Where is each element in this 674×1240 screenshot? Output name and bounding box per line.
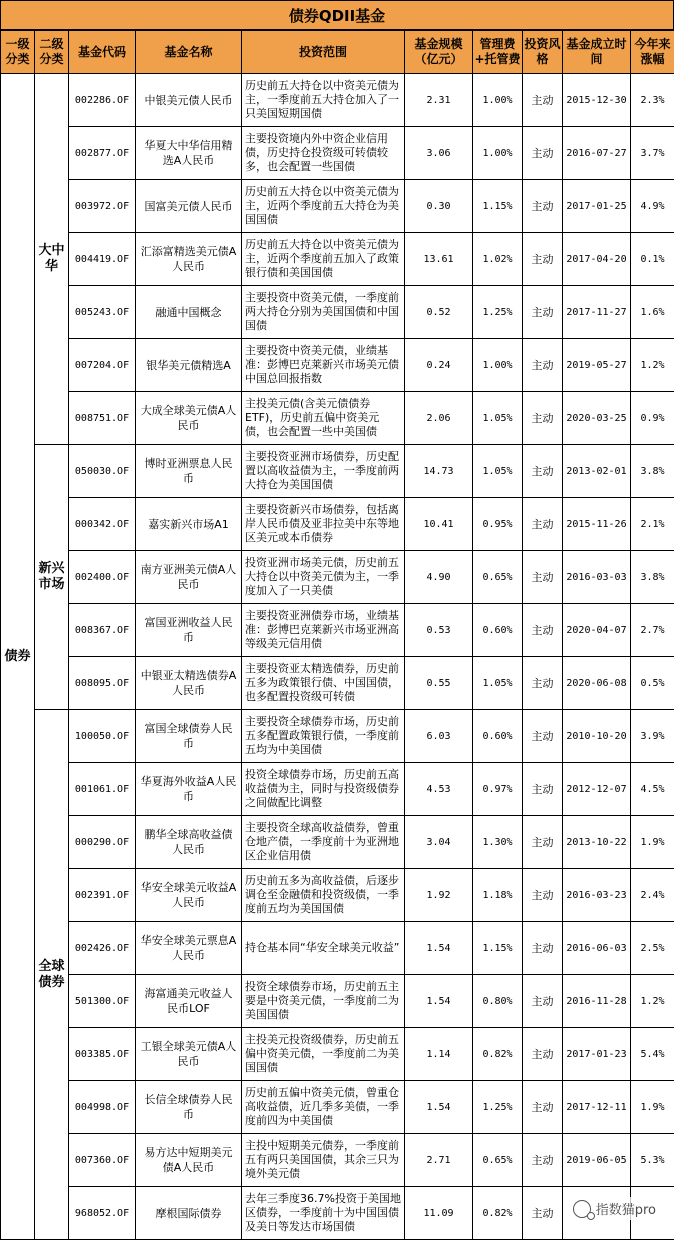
cell-name: 南方亚洲美元债A人民币 bbox=[136, 551, 242, 604]
cell-scope: 主要投资亚洲债券市场，业绩基准：彭博巴克莱新兴市场亚洲高等级美元信用债 bbox=[242, 604, 405, 657]
cell-code: 008367.OF bbox=[69, 604, 136, 657]
cell-style: 主动 bbox=[523, 127, 563, 180]
cell-size: 1.14 bbox=[405, 1028, 473, 1081]
cell-scope: 主投中短期美元债券，一季度前五有两只美国国债，其余三只为境外美元债 bbox=[242, 1134, 405, 1187]
table-row bbox=[1, 710, 674, 763]
cell-name: 嘉实新兴市场A1 bbox=[136, 498, 242, 551]
cell-ret: 3.9% bbox=[631, 710, 674, 763]
table-row bbox=[1, 975, 674, 1028]
cell-scope: 去年三季度36.7%投资于美国地区债券，一季度前十为中国国债及美日等发达市场国债 bbox=[242, 1187, 405, 1240]
cell-ret: 5.3% bbox=[631, 1134, 674, 1187]
table-row bbox=[1, 922, 674, 975]
table-row bbox=[1, 1134, 674, 1187]
cell-name: 汇添富精选美元债A人民币 bbox=[136, 233, 242, 286]
header-cell: 基金规模（亿元） bbox=[405, 31, 473, 74]
cell-ret: 3.8% bbox=[631, 445, 674, 498]
cell-size: 3.04 bbox=[405, 816, 473, 869]
cell-fee: 1.02% bbox=[473, 233, 523, 286]
cell-date: 2017-11-27 bbox=[563, 286, 631, 339]
table-row bbox=[1, 127, 674, 180]
cell-size: 1.54 bbox=[405, 922, 473, 975]
cell-fee: 1.30% bbox=[473, 816, 523, 869]
cell-ret: 1.6% bbox=[631, 286, 674, 339]
cell-scope: 投资全球债券市场，历史前五高收益债为主，同时与投资级债券之间做配比调整 bbox=[242, 763, 405, 816]
cell-code: 100050.OF bbox=[69, 710, 136, 763]
cell-ret: 3.8% bbox=[631, 551, 674, 604]
cell-code: 004998.OF bbox=[69, 1081, 136, 1134]
cell-ret: 3.7% bbox=[631, 127, 674, 180]
cell-ret: 2.5% bbox=[631, 922, 674, 975]
cell-ret: 2.3% bbox=[631, 74, 674, 127]
cell-scope: 主要投资中资美元债，业绩基准：彭博巴克莱新兴市场美元债中国总回报指数 bbox=[242, 339, 405, 392]
table-row bbox=[1, 1028, 674, 1081]
cell-scope: 主要投资亚太精选债券，历史前五多为政策银行债、中国国债，也多配置投资级可转债 bbox=[242, 657, 405, 710]
table-row bbox=[1, 604, 674, 657]
cell-ret: 0.1% bbox=[631, 233, 674, 286]
cell-date: 2020-04-07 bbox=[563, 604, 631, 657]
cell-size: 13.61 bbox=[405, 233, 473, 286]
header-cell: 投资范围 bbox=[242, 31, 405, 74]
cell-code: 968052.OF bbox=[69, 1187, 136, 1240]
cell-name: 国富美元债人民币 bbox=[136, 180, 242, 233]
cell-code: 004419.OF bbox=[69, 233, 136, 286]
cell-style: 主动 bbox=[523, 286, 563, 339]
cell-date: 2016-07-27 bbox=[563, 127, 631, 180]
cell-fee: 1.05% bbox=[473, 445, 523, 498]
cell-name: 中银美元债人民币 bbox=[136, 74, 242, 127]
cell-style: 主动 bbox=[523, 180, 563, 233]
cell-ret: 0.9% bbox=[631, 392, 674, 445]
cell-date: 2015-11-26 bbox=[563, 498, 631, 551]
cell-code: 007204.OF bbox=[69, 339, 136, 392]
cell-fee: 0.82% bbox=[473, 1028, 523, 1081]
cell-code: 002877.OF bbox=[69, 127, 136, 180]
header-cell: 一级分类 bbox=[1, 31, 35, 74]
header-cell: 投资风格 bbox=[523, 31, 563, 74]
cell-code: 005243.OF bbox=[69, 286, 136, 339]
cell-ret: 0.5% bbox=[631, 657, 674, 710]
cell-date: 2016-03-03 bbox=[563, 551, 631, 604]
cell-name: 海富通美元收益人民币LOF bbox=[136, 975, 242, 1028]
cell-style: 主动 bbox=[523, 869, 563, 922]
table-body bbox=[1, 74, 674, 1240]
cell-style: 主动 bbox=[523, 233, 563, 286]
cell-date: 2016-11-28 bbox=[563, 975, 631, 1028]
watermark bbox=[569, 1197, 660, 1220]
category-level2: 大中华 bbox=[35, 74, 69, 445]
cell-style: 主动 bbox=[523, 1134, 563, 1187]
cell-ret: 4.9% bbox=[631, 180, 674, 233]
cell-size: 1.92 bbox=[405, 869, 473, 922]
cell-date: 2017-01-23 bbox=[563, 1028, 631, 1081]
cell-style: 主动 bbox=[523, 551, 563, 604]
category-level1: 债券 bbox=[1, 74, 35, 1240]
cell-ret: 4.5% bbox=[631, 763, 674, 816]
cell-name: 富国全球债券人民币 bbox=[136, 710, 242, 763]
cell-name: 长信全球债券人民币 bbox=[136, 1081, 242, 1134]
watermark-text: 指数猫pro bbox=[596, 1199, 656, 1218]
table-row bbox=[1, 339, 674, 392]
cell-fee: 1.25% bbox=[473, 286, 523, 339]
table-row bbox=[1, 286, 674, 339]
cell-size: 0.53 bbox=[405, 604, 473, 657]
cell-ret: 1.2% bbox=[631, 339, 674, 392]
cell-name: 华安全球美元票息A人民币 bbox=[136, 922, 242, 975]
cell-scope: 主要投资新兴市场债券，包括离岸人民币债及亚非拉美中东等地区美元或本币债券 bbox=[242, 498, 405, 551]
cell-size: 2.71 bbox=[405, 1134, 473, 1187]
table-row bbox=[1, 551, 674, 604]
cell-date: 2017-01-25 bbox=[563, 180, 631, 233]
cell-code: 002400.OF bbox=[69, 551, 136, 604]
cell-fee: 1.00% bbox=[473, 339, 523, 392]
cell-style: 主动 bbox=[523, 922, 563, 975]
cell-code: 002426.OF bbox=[69, 922, 136, 975]
cell-fee: 0.65% bbox=[473, 1134, 523, 1187]
cell-ret: 1.9% bbox=[631, 816, 674, 869]
cell-fee: 0.80% bbox=[473, 975, 523, 1028]
cell-name: 融通中国概念 bbox=[136, 286, 242, 339]
category-level2: 新兴市场 bbox=[35, 445, 69, 710]
cell-fee: 0.65% bbox=[473, 551, 523, 604]
cell-code: 002391.OF bbox=[69, 869, 136, 922]
cell-code: 000342.OF bbox=[69, 498, 136, 551]
cell-style: 主动 bbox=[523, 1187, 563, 1240]
cell-code: 008751.OF bbox=[69, 392, 136, 445]
cell-date: 2013-02-01 bbox=[563, 445, 631, 498]
cell-fee: 1.00% bbox=[473, 127, 523, 180]
cell-date: 2019-06-05 bbox=[563, 1134, 631, 1187]
cell-ret: 2.4% bbox=[631, 869, 674, 922]
cell-code: 001061.OF bbox=[69, 763, 136, 816]
cell-fee: 1.05% bbox=[473, 657, 523, 710]
cell-size: 14.73 bbox=[405, 445, 473, 498]
cell-name: 银华美元债精选A bbox=[136, 339, 242, 392]
cell-size: 2.31 bbox=[405, 74, 473, 127]
cell-fee: 0.60% bbox=[473, 604, 523, 657]
cell-date: 2013-10-22 bbox=[563, 816, 631, 869]
cell-scope: 持仓基本同“华安全球美元收益” bbox=[242, 922, 405, 975]
table-row bbox=[1, 816, 674, 869]
cell-style: 主动 bbox=[523, 975, 563, 1028]
cell-fee: 0.82% bbox=[473, 1187, 523, 1240]
cell-size: 1.54 bbox=[405, 1081, 473, 1134]
table-row bbox=[1, 498, 674, 551]
table-row bbox=[1, 763, 674, 816]
table-row bbox=[1, 445, 674, 498]
cell-scope: 主要投资亚洲市场债券，历史配置以高收益债为主，一季度前两大持仓为美国国债 bbox=[242, 445, 405, 498]
table-row bbox=[1, 392, 674, 445]
cell-date: 2017-04-20 bbox=[563, 233, 631, 286]
category-level2: 全球债券 bbox=[35, 710, 69, 1240]
cell-code: 050030.OF bbox=[69, 445, 136, 498]
cell-date: 2010-10-20 bbox=[563, 710, 631, 763]
cell-fee: 1.00% bbox=[473, 74, 523, 127]
cell-fee: 1.15% bbox=[473, 180, 523, 233]
cell-scope: 主要投资境内外中资企业信用债，历史持仓投资级可转债较多，也会配置一些国债 bbox=[242, 127, 405, 180]
cell-code: 008095.OF bbox=[69, 657, 136, 710]
cell-scope: 历史前五大持仓以中资美元债为主，近两个季度前五大持仓为美国国债 bbox=[242, 180, 405, 233]
cell-date: 2020-03-25 bbox=[563, 392, 631, 445]
cell-fee: 0.95% bbox=[473, 498, 523, 551]
cell-style: 主动 bbox=[523, 657, 563, 710]
cell-fee: 1.15% bbox=[473, 922, 523, 975]
cell-date: 2017-12-11 bbox=[563, 1081, 631, 1134]
cell-name: 华夏大中华信用精选A人民币 bbox=[136, 127, 242, 180]
header-row bbox=[1, 31, 674, 74]
cell-scope: 投资亚洲市场美元债，历史前五大持仓以中资美元债为主，一季度加入了一只美债 bbox=[242, 551, 405, 604]
cell-ret: 1.2% bbox=[631, 975, 674, 1028]
cell-scope: 主投美元债(含美元债债券ETF)，历史前五偏中资美元债，也会配置一些中美国债 bbox=[242, 392, 405, 445]
cell-ret: 2.7% bbox=[631, 604, 674, 657]
header-cell: 基金名称 bbox=[136, 31, 242, 74]
cell-name: 大成全球美元债A人民币 bbox=[136, 392, 242, 445]
cell-date: 2016-03-23 bbox=[563, 869, 631, 922]
cell-scope: 主要投资全球债券市场，历史前五多配置政策银行债，一季度前五均为中美国债 bbox=[242, 710, 405, 763]
cell-code: 003972.OF bbox=[69, 180, 136, 233]
cell-style: 主动 bbox=[523, 392, 563, 445]
cell-scope: 历史前五大持仓以中资美元债为主，近两个季度前五加入了政策银行债和美国国债 bbox=[242, 233, 405, 286]
cell-date: 2019-05-27 bbox=[563, 339, 631, 392]
cell-size: 1.54 bbox=[405, 975, 473, 1028]
cell-scope: 主要投资中资美元债，一季度前两大持仓分别为美国国债和中国国债 bbox=[242, 286, 405, 339]
cell-scope: 主要投资全球高收益债券，曾重仓地产债，一季度前十为亚洲地区企业信用债 bbox=[242, 816, 405, 869]
table-title: 债券QDII基金 bbox=[0, 0, 674, 30]
header-cell: 管理费+托管费 bbox=[473, 31, 523, 74]
cell-size: 3.06 bbox=[405, 127, 473, 180]
cell-code: 000290.OF bbox=[69, 816, 136, 869]
cell-name: 易方达中短期美元债A人民币 bbox=[136, 1134, 242, 1187]
header-cell: 基金成立时间 bbox=[563, 31, 631, 74]
cell-name: 摩根国际债券 bbox=[136, 1187, 242, 1240]
cell-name: 华夏海外收益A人民币 bbox=[136, 763, 242, 816]
cell-size: 11.09 bbox=[405, 1187, 473, 1240]
cell-fee: 0.60% bbox=[473, 710, 523, 763]
cell-code: 007360.OF bbox=[69, 1134, 136, 1187]
table-row bbox=[1, 657, 674, 710]
cell-date: 2020-06-08 bbox=[563, 657, 631, 710]
header-cell: 基金代码 bbox=[69, 31, 136, 74]
table-row bbox=[1, 869, 674, 922]
table-row bbox=[1, 1081, 674, 1134]
cell-scope: 主投美元投资级债券，历史前五偏中资美元债，一季度前二为美国国债 bbox=[242, 1028, 405, 1081]
header-cell: 二级分类 bbox=[35, 31, 69, 74]
table-row bbox=[1, 180, 674, 233]
cell-style: 主动 bbox=[523, 710, 563, 763]
cell-style: 主动 bbox=[523, 604, 563, 657]
cell-fee: 1.18% bbox=[473, 869, 523, 922]
cell-scope: 历史前五大持仓以中资美元债为主，一季度前五大持仓加入了一只美国短期国债 bbox=[242, 74, 405, 127]
cell-size: 0.24 bbox=[405, 339, 473, 392]
cell-style: 主动 bbox=[523, 763, 563, 816]
cell-fee: 1.25% bbox=[473, 1081, 523, 1134]
cell-size: 0.55 bbox=[405, 657, 473, 710]
cell-style: 主动 bbox=[523, 339, 563, 392]
cell-size: 2.06 bbox=[405, 392, 473, 445]
cell-code: 003385.OF bbox=[69, 1028, 136, 1081]
cell-scope: 历史前五多为高收益债，后逐步调仓至金融债和投资级债，一季度前五均为美国国债 bbox=[242, 869, 405, 922]
cell-style: 主动 bbox=[523, 74, 563, 127]
cell-fee: 0.97% bbox=[473, 763, 523, 816]
cell-ret: 2.1% bbox=[631, 498, 674, 551]
cell-name: 博时亚洲票息人民币 bbox=[136, 445, 242, 498]
cell-size: 10.41 bbox=[405, 498, 473, 551]
fund-table bbox=[0, 30, 674, 1240]
cell-name: 华安全球美元收益A人民币 bbox=[136, 869, 242, 922]
cell-ret: 1.9% bbox=[631, 1081, 674, 1134]
cell-code: 002286.OF bbox=[69, 74, 136, 127]
cell-size: 0.30 bbox=[405, 180, 473, 233]
header-cell: 今年来涨幅 bbox=[631, 31, 674, 74]
cell-size: 6.03 bbox=[405, 710, 473, 763]
cell-code: 501300.OF bbox=[69, 975, 136, 1028]
table-row bbox=[1, 74, 674, 127]
cell-size: 0.52 bbox=[405, 286, 473, 339]
cell-style: 主动 bbox=[523, 816, 563, 869]
cell-name: 富国亚洲收益人民币 bbox=[136, 604, 242, 657]
cell-scope: 投资全球债券市场，历史前五主要是中资美元债，一季度前二为美国国债 bbox=[242, 975, 405, 1028]
cell-date: 2015-12-30 bbox=[563, 74, 631, 127]
cell-date: 2016-06-03 bbox=[563, 922, 631, 975]
cell-style: 主动 bbox=[523, 498, 563, 551]
cell-size: 4.90 bbox=[405, 551, 473, 604]
table-row bbox=[1, 233, 674, 286]
cell-scope: 历史前五偏中资美元债，曾重仓高收益债，近几季多美债，一季度前四为中美国债 bbox=[242, 1081, 405, 1134]
cell-date: 2012-12-07 bbox=[563, 763, 631, 816]
cell-name: 工银全球美元债A人民币 bbox=[136, 1028, 242, 1081]
cell-size: 4.53 bbox=[405, 763, 473, 816]
cell-style: 主动 bbox=[523, 1081, 563, 1134]
cell-name: 中银亚太精选债券A人民币 bbox=[136, 657, 242, 710]
cell-style: 主动 bbox=[523, 1028, 563, 1081]
cell-ret: 5.4% bbox=[631, 1028, 674, 1081]
cell-fee: 1.05% bbox=[473, 392, 523, 445]
wechat-icon bbox=[573, 1200, 591, 1218]
cell-name: 鹏华全球高收益债人民币 bbox=[136, 816, 242, 869]
cell-style: 主动 bbox=[523, 445, 563, 498]
